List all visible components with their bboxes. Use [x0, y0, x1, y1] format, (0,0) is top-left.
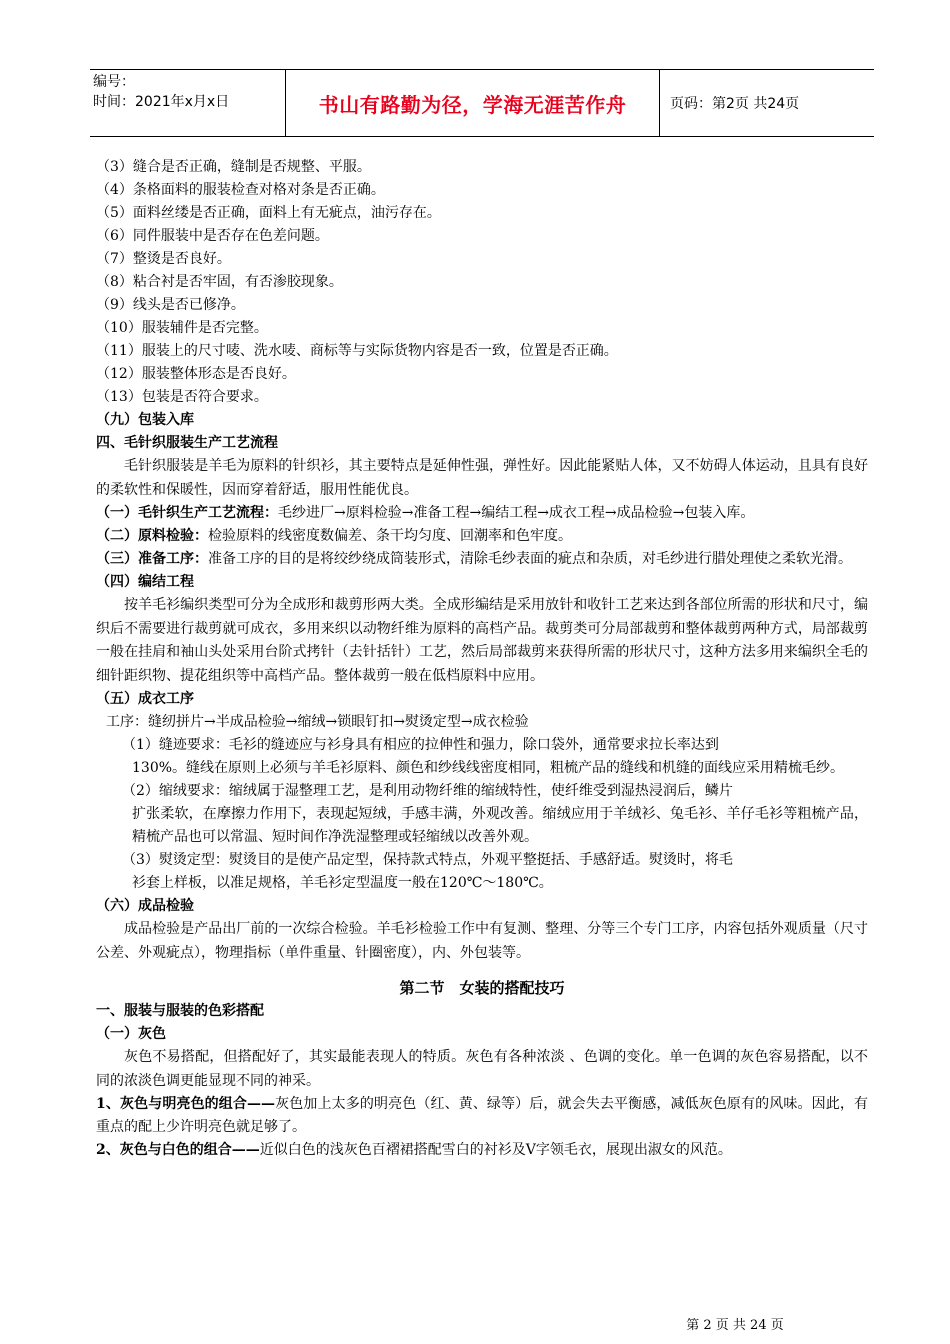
list-item: （10）服装辅件是否完整。 — [96, 320, 268, 336]
check-list — [96, 156, 868, 409]
combo-1-label: 1、灰色与明亮色的组合—— — [96, 1096, 276, 1112]
combo-1-paragraph — [96, 1093, 868, 1139]
header-motto: 书山有路勤为径，学海无涯苦作舟 — [286, 70, 660, 136]
process-line: 工序：缝纫拼片→半成品检验→缩绒→锁眼钉扣→熨烫定型→成衣检验 — [106, 714, 529, 730]
page-footer: 第 2 页 共 24 页 — [686, 1318, 784, 1333]
paragraph-inspection: 成品检验是产品出厂前的一次综合检验。羊毛衫检验工作中有复测、整理、分等三个专门工序，内容包括外观质量（尺寸公差、外观疵点），物理指标（单件重量、针圈密度），内、外包装等。 — [96, 921, 868, 961]
list-item: （4）条格面料的服装检查对格对条是否正确。 — [96, 182, 385, 198]
preparation-paragraph — [96, 548, 868, 571]
list-item: （5）面料丝缕是否正确，面料上有无疵点，油污存在。 — [96, 205, 441, 221]
heading-knitwear-process: 四、毛针织服装生产工艺流程 — [96, 435, 278, 451]
combo-2-text: 近似白色的浅灰色百褶裙搭配雪白的衬衫及V字领毛衣，展现出淑女的风范。 — [259, 1142, 732, 1158]
sub-item-3 — [96, 849, 868, 895]
section-title: 第二节 女装的搭配技巧 — [399, 979, 565, 997]
list-item: （8）粘合衬是否牢固，有否渗胶现象。 — [96, 274, 343, 290]
header-page-label: 页码：第2页 共24页 — [670, 96, 800, 112]
prep-label: （三）准备工序： — [96, 551, 208, 567]
list-item: （13）包装是否符合要求。 — [96, 389, 268, 405]
list-item: （6）同件服装中是否存在色差问题。 — [96, 228, 329, 244]
sub-item-first-line: （2）缩绒要求：缩绒属于湿整理工艺，是利用动物纤维的缩绒特性，使纤维受到湿热浸润后，鳞片 — [122, 783, 733, 799]
sub-item-continuation: 衫套上样板，以准足规格，羊毛衫定型温度一般在120℃～180℃。 — [132, 875, 553, 891]
combo-2-label: 2、灰色与白色的组合—— — [96, 1142, 260, 1158]
heading-color-matching: 一、服装与服装的色彩搭配 — [96, 1003, 264, 1019]
sub-item-first-line: （1）缝迹要求：毛衫的缝迹应与衫身具有相应的拉伸性和强力，除口袋外，通常要求拉长率达到 — [122, 737, 719, 753]
raw-label: （二）原料检验： — [96, 528, 208, 544]
list-item: （12）服装整体形态是否良好。 — [96, 366, 296, 382]
header-table — [90, 69, 874, 137]
raw-material-paragraph — [96, 525, 868, 548]
time-label: 时间：2021年x月x日 — [93, 94, 230, 110]
heading-gray: （一）灰色 — [96, 1026, 166, 1042]
paragraph-intro: 毛针织服装是羊毛为原料的针织衫，其主要特点是延伸性强，弹性好。因此能紧贴人体，又不妨碍人体运动，且具有良好的柔软性和保暖性，因而穿着舒适，服用性能优良。 — [96, 458, 868, 498]
sub-item-continuation: 扩张柔软，在摩擦力作用下，表现起短绒，手感丰满，外观改善。缩绒应用于羊绒衫、兔毛衫、羊仔毛衫等粗梳产品，精梳产品也可以常温、短时间作净洗湿整理或轻缩绒以改善外观。 — [132, 806, 868, 845]
sub-item-1 — [96, 734, 868, 780]
number-label: 编号： — [93, 74, 135, 90]
list-item: （9）线头是否已修净。 — [96, 297, 245, 313]
flow-text: 毛纱进厂→原料检验→准备工程→编结工程→成衣工程→成品检验→包装入库。 — [278, 505, 755, 521]
combo-2-paragraph — [96, 1139, 868, 1162]
raw-text: 检验原料的线密度数偏差、条干均匀度、回潮率和色牢度。 — [208, 528, 572, 544]
header-meta — [90, 70, 286, 136]
paragraph-gray: 灰色不易搭配，但搭配好了，其实最能表现人的特质。灰色有各种浓淡 、色调的变化。单一色调的灰色容易搭配，以不同的浓淡色调更能显现不同的神采。 — [96, 1049, 868, 1089]
sub-item-continuation: 130%。缝线在原则上必须与羊毛衫原料、颜色和纱线线密度相同，粗梳产品的缝线和机缝的面线应采用精梳毛纱。 — [132, 760, 845, 776]
heading-inspection: （六）成品检验 — [96, 898, 194, 914]
list-item: （11）服装上的尺寸唛、洗水唛、商标等与实际货物内容是否一致，位置是否正确。 — [96, 343, 618, 359]
sub-item-2 — [96, 780, 868, 849]
flow-label: （一）毛针织生产工艺流程： — [96, 505, 278, 521]
sub-item-first-line: （3）熨烫定型：熨烫目的是使产品定型，保持款式特点，外观平整挺括、手感舒适。熨烫时，将毛 — [122, 852, 733, 868]
combo-1-text: 灰色加上太多的明亮色（红、黄、绿等）后，就会失去平衡感，减低灰色原有的风味。因此，有重点的配上少许明亮色就足够了。 — [96, 1096, 868, 1135]
paragraph-knitting: 按羊毛衫编织类型可分为全成形和裁剪形两大类。全成形编结是采用放针和收针工艺来达到各部位所需的形状和尺寸，编织后不需要进行裁剪就可成衣，多用来织以动物纤维为原料的高档产品。裁剪类可分局部裁剪和整体裁剪两种方式，局部裁剪一般在挂肩和袖山头处采用台阶式拷针（去针括针）工艺，然后局部裁剪来获得所需的形状尺寸，这种方法多用来编织全毛的细针距织物、提花组织等中高档产品。整体裁剪一般在低档原料中应用。 — [96, 597, 868, 684]
heading-packing: （九）包装入库 — [96, 412, 194, 428]
heading-garment: （五）成衣工序 — [96, 691, 194, 707]
list-item: （3）缝合是否正确，缝制是否规整、平服。 — [96, 159, 371, 175]
list-item: （7）整烫是否良好。 — [96, 251, 231, 267]
flow-paragraph — [96, 502, 868, 525]
prep-text: 准备工序的目的是将绞纱绕成筒装形式，清除毛纱表面的疵点和杂质，对毛纱进行腊处理使之柔软光滑。 — [208, 551, 852, 567]
heading-knitting: （四）编结工程 — [96, 574, 194, 590]
document-body — [96, 156, 868, 1162]
